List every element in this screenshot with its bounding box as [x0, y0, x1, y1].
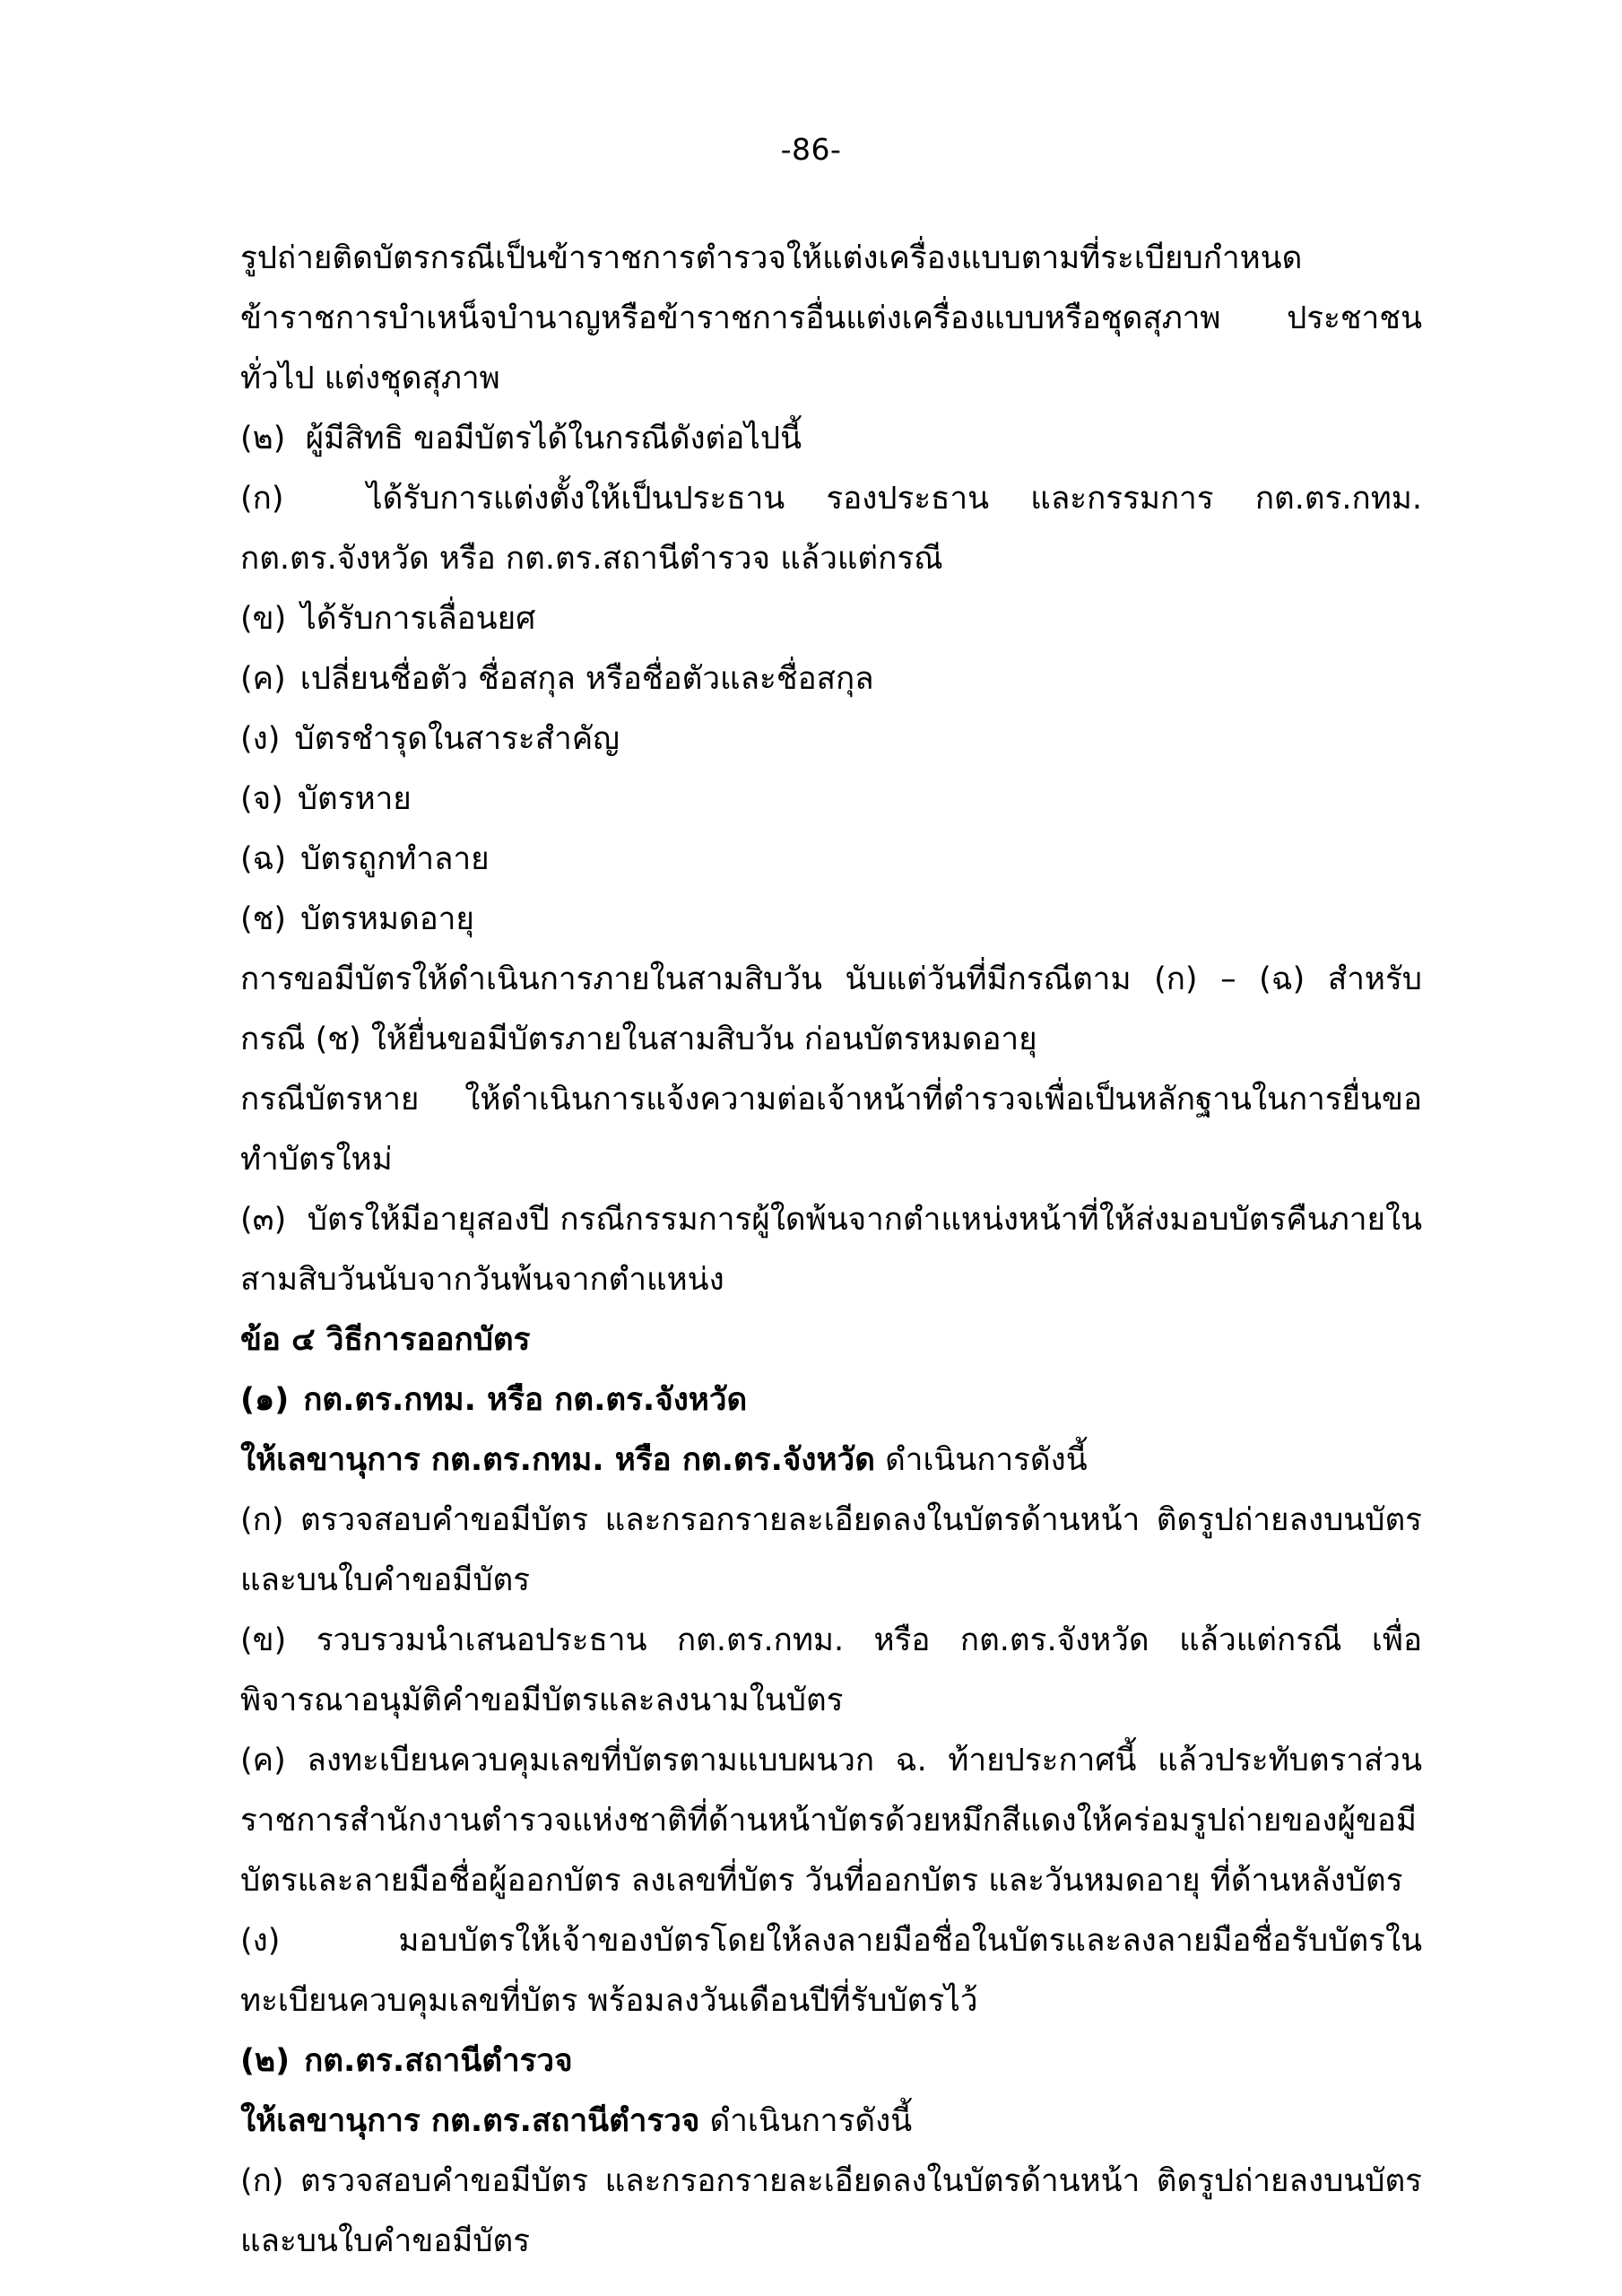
clause-4-sub-ngo-marker: (ง)	[240, 1923, 281, 1959]
clause-4b-sub-ka-marker: (ก)	[240, 2163, 284, 2199]
clause-4-item-2-label: กต.ตร.สถานีตำรวจ	[304, 2043, 573, 2079]
list-item-kho2	[240, 649, 1422, 709]
clause-4-item-1-lead-rest: ดำเนินการดังนี้	[874, 1442, 1088, 1478]
list-marker-kho2: (ค)	[240, 661, 286, 697]
list-item-chho-label: บัตรถูกทำลาย	[300, 841, 490, 877]
list-marker-kho: (ข)	[240, 601, 287, 637]
list-item-ngo	[240, 709, 1422, 770]
clause-4-item-1-marker: (๑)	[240, 1382, 290, 1418]
list-marker-so: (ช)	[240, 901, 287, 937]
clause-4-item-2	[240, 2031, 1422, 2092]
clause-4-sub-ngo-label: มอบบัตรให้เจ้าของบัตรโดยให้ลงลายมือชื่อในบัตรและลงลายมือชื่อรับบัตรในทะเบียนควบคุมเลขที่บัตร พร้อมลงวันเดือนปีที่รับบัตรไว้	[240, 1923, 1422, 2019]
list-marker-ka: (ก)	[240, 481, 284, 517]
list-item-3	[240, 1190, 1422, 1310]
document-body	[240, 229, 1422, 2272]
clause-4-item-2-marker: (๒)	[240, 2043, 291, 2079]
list-marker-cho: (จ)	[240, 781, 283, 817]
paragraph-lost-card: กรณีบัตรหาย ให้ดำเนินการแจ้งความต่อเจ้าหน้าที่ตำรวจเพื่อเป็นหลักฐานในการยื่นขอทำบัตรใหม่	[240, 1082, 1422, 1178]
clause-4-heading: ข้อ ๔ วิธีการออกบัตร	[240, 1322, 531, 1358]
list-item-kho	[240, 589, 1422, 649]
list-item-kho-label: ได้รับการเลื่อนยศ	[300, 601, 536, 637]
clause-4-sub-kho-label: รวบรวมนำเสนอประธาน กต.ตร.กทม. หรือ กต.ตร.จังหวัด แล้วแต่กรณี เพื่อพิจารณาอนุมัติคำขอมีบัตรและลงนามในบัตร	[240, 1622, 1422, 1718]
list-marker-chho: (ฉ)	[240, 841, 287, 877]
clause-4-sub-ngo	[240, 1911, 1422, 2031]
list-item-cho-label: บัตรหาย	[297, 781, 412, 817]
list-marker-ngo: (ง)	[240, 721, 281, 757]
clause-4-sub-kho2-marker: (ค)	[240, 1743, 286, 1779]
clause-4-item-2-lead	[240, 2092, 1422, 2152]
list-item-2	[240, 409, 1422, 469]
clause-4-sub-kho2	[240, 1731, 1422, 1911]
clause-4-item-1-label: กต.ตร.กทม. หรือ กต.ตร.จังหวัด	[303, 1382, 748, 1418]
list-item-cho	[240, 770, 1422, 830]
clause-4b-sub-ka-label: ตรวจสอบคำขอมีบัตร และกรอกรายละเอียดลงในบัตรด้านหน้า ติดรูปถ่ายลงบนบัตร และบนใบคำขอมีบัตร	[240, 2163, 1422, 2259]
list-item-ngo-label: บัตรชำรุดในสาระสำคัญ	[294, 721, 620, 757]
clause-4-item-1	[240, 1370, 1422, 1431]
clause-4-item-2-lead-bold: ให้เลขานุการ กต.ตร.สถานีตำรวจ	[240, 2103, 700, 2139]
list-item-ka-label: ได้รับการแต่งตั้งให้เป็นประธาน รองประธาน และกรรมการ กต.ตร.กทม. กต.ตร.จังหวัด หรือ กต.ตร.สถานีตำรวจ แล้วแต่กรณี	[240, 481, 1422, 577]
clause-4-item-1-lead-bold: ให้เลขานุการ กต.ตร.กทม. หรือ กต.ตร.จังหวัด	[240, 1442, 875, 1478]
list-item-3-label: บัตรให้มีอายุสองปี กรณีกรรมการผู้ใดพ้นจากตำแหน่งหน้าที่ให้ส่งมอบบัตรคืนภายในสามสิบวันนับจากวันพ้นจากตำแหน่ง	[240, 1202, 1422, 1298]
list-item-so-label: บัตรหมดอายุ	[300, 901, 474, 937]
clause-4-sub-kho-marker: (ข)	[240, 1622, 287, 1658]
paragraph-deadline: การขอมีบัตรให้ดำเนินการภายในสามสิบวัน นับแต่วันที่มีกรณีตาม (ก) – (ฉ) สำหรับกรณี (ช) ให้ยื่นขอมีบัตรภายในสามสิบวัน ก่อนบัตรหมดอายุ	[240, 961, 1422, 1057]
list-item-kho2-label: เปลี่ยนชื่อตัว ชื่อสกุล หรือชื่อตัวและชื่อสกุล	[299, 661, 874, 697]
clause-4-sub-kho	[240, 1611, 1422, 1731]
paragraph-photo-rule-line1: รูปถ่ายติดบัตรกรณีเป็นข้าราชการตำรวจให้แต่งเครื่องแบบตามที่ระเบียบกำหนด	[240, 240, 1303, 276]
list-item-2-label: ผู้มีสิทธิ ขอมีบัตรได้ในกรณีดังต่อไปนี้	[305, 421, 802, 457]
page-number: -86-	[780, 132, 842, 167]
list-item-chho	[240, 830, 1422, 890]
clause-4-item-1-lead	[240, 1431, 1422, 1491]
list-marker-3: (๓)	[240, 1202, 287, 1238]
clause-4-sub-ka	[240, 1491, 1422, 1611]
clause-4-sub-ka-marker: (ก)	[240, 1502, 284, 1538]
clause-4-item-2-lead-rest: ดำเนินการดังนี้	[699, 2103, 913, 2139]
list-item-ka	[240, 469, 1422, 589]
clause-4b-sub-ka	[240, 2152, 1422, 2272]
clause-4-sub-kho2-label: ลงทะเบียนควบคุมเลขที่บัตรตามแบบผนวก ฉ. ท้ายประกาศนี้ แล้วประทับตราส่วนราชการสำนักงานตำรวจแห่งชาติที่ด้านหน้าบัตรด้วยหมึกสีแดงให้คร่อมรูปถ่ายของผู้ขอมีบัตรและลายมือชื่อผู้ออกบัตร ลงเลขที่บัตร วันที่ออกบัตร และวันหมดอายุ ที่ด้านหลังบัตร	[240, 1743, 1422, 1899]
paragraph-photo-rule-line2: ข้าราชการบำเหน็จบำนาญหรือข้าราชการอื่นแต่งเครื่องแบบหรือชุดสุภาพ ประชาชนทั่วไป แต่งชุดสุภาพ	[240, 300, 1422, 396]
clause-4-sub-ka-label: ตรวจสอบคำขอมีบัตร และกรอกรายละเอียดลงในบัตรด้านหน้า ติดรูปถ่ายลงบนบัตรและบนใบคำขอมีบัตร	[240, 1502, 1422, 1598]
list-marker-2: (๒)	[240, 421, 286, 457]
list-item-so	[240, 890, 1422, 950]
